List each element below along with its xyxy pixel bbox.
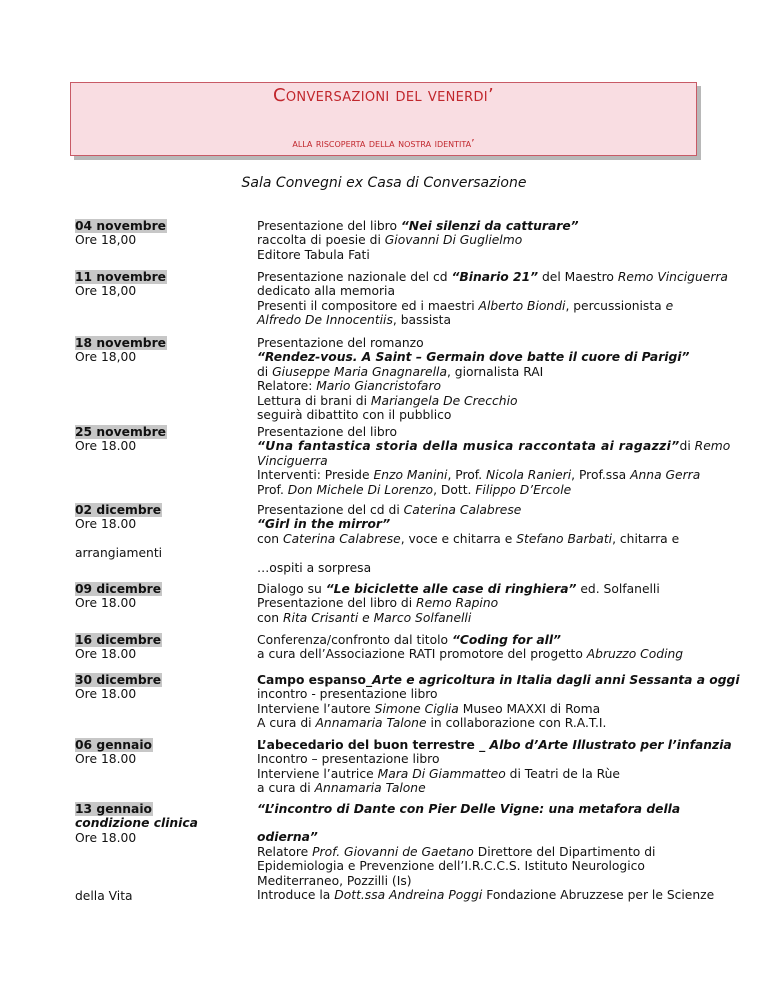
- event-text: Direttore del Dipartimento di: [473, 844, 656, 859]
- event-date-block: [75, 336, 225, 365]
- event-date-block: [75, 582, 225, 611]
- event-person: Mario Giancristofaro: [316, 379, 442, 394]
- event-conference-title: “L’incontro di Dante con Pier Delle Vigne: una metafora della: [257, 802, 681, 816]
- event-text: Introduce la: [257, 888, 335, 903]
- event-person: Stefano Barbati: [516, 531, 613, 546]
- event-date: 09 dicembre: [75, 582, 162, 596]
- event-date-block: [75, 219, 225, 248]
- page-title: Conversazioni del venerdi’: [273, 85, 494, 106]
- event-date: 06 gennaio: [75, 738, 153, 752]
- event-conference-title: odierna”: [257, 830, 318, 845]
- event-date-block: [75, 802, 225, 904]
- event-date-block: [75, 270, 225, 299]
- event-author: Vinciguerra: [257, 453, 328, 468]
- event-text: Presenti il compositore ed i maestri: [257, 298, 479, 313]
- event-book-title: “Nei silenzi da catturare”: [400, 219, 579, 233]
- event-date: 04 novembre: [75, 219, 166, 233]
- event-album-title: “Girl in the mirror”: [257, 517, 391, 532]
- event-text: , voce e chitarra e: [400, 531, 517, 546]
- event-text: seguirà dibattito con il pubblico: [257, 408, 452, 423]
- event-text: di Teatri de la Rùe: [505, 766, 620, 781]
- event-person: Mariangela De Crecchio: [370, 393, 518, 408]
- event-date-block: [75, 503, 225, 560]
- event-description: [257, 802, 715, 903]
- event-book-title: “Rendez-vous. A Saint – Germain dove batte il cuore di Parigi”: [257, 350, 690, 365]
- event-description: [257, 738, 732, 796]
- event-time: Ore 18.00: [75, 439, 137, 454]
- header-box: [70, 82, 697, 156]
- event-book-title: “Una fantastica storia della musica raccontata ai ragazzi”: [257, 439, 680, 454]
- event-text: dedicato alla memoria: [257, 284, 396, 299]
- event-text: Presentazione del libro: [257, 219, 401, 233]
- event-time: Ore 18,00: [75, 233, 137, 248]
- event-author: Mara Di Giammatteo: [377, 766, 506, 781]
- event-date-block: [75, 425, 225, 454]
- event-text: Epidemiologia e Prevenzione dell’I.R.C.C.S. Istituto Neurologico: [257, 859, 645, 874]
- event-person: Nicola Ranieri: [486, 468, 572, 483]
- event-description: [257, 582, 699, 625]
- event-book-title: Campo espanso_: [257, 673, 373, 687]
- event-time: Ore 18,00: [75, 350, 137, 365]
- event-text: Incontro – presentazione libro: [257, 752, 440, 767]
- event-text: ed. Solfanelli: [576, 582, 660, 596]
- event-date: 30 dicembre: [75, 673, 162, 687]
- event-text: Presentazione del romanzo: [257, 336, 424, 350]
- event-text: Relatore: [257, 844, 313, 859]
- event-text: Prof.: [257, 482, 288, 497]
- event-text: Interviene l’autrice: [257, 766, 378, 781]
- event-text: , Prof.ssa: [571, 468, 631, 483]
- event-text: a cura di: [257, 781, 315, 796]
- event-author: Simone Ciglia: [374, 701, 459, 716]
- event-text: A cura di: [257, 716, 316, 731]
- event-time: Ore 18.00: [75, 752, 137, 767]
- event-date-block: [75, 633, 225, 662]
- event-text: , bassista: [392, 313, 452, 328]
- event-text: Interventi: Preside: [257, 468, 374, 483]
- event-text: incontro - presentazione libro: [257, 687, 438, 702]
- page-subtitle: alla riscoperta della nostra identita’: [292, 137, 475, 150]
- event-text: del Maestro: [538, 270, 618, 284]
- event-text: di: [257, 364, 273, 379]
- event-text: , percussionista: [565, 298, 666, 313]
- event-person: Caterina Calabrese: [403, 503, 522, 517]
- event-person: Enzo Manini: [373, 468, 448, 483]
- event-text: Presentazione del cd di: [257, 503, 404, 517]
- event-description: [257, 336, 699, 422]
- event-text: Conferenza/confronto dal titolo: [257, 633, 452, 647]
- event-text: Lettura di brani di: [257, 393, 371, 408]
- event-project: Abruzzo Coding: [586, 647, 684, 662]
- event-text: Relatore:: [257, 379, 317, 394]
- event-time: Ore 18.00: [75, 687, 137, 702]
- event-text: Dialogo su: [257, 582, 326, 596]
- event-description: [257, 633, 699, 662]
- event-author: Remo: [694, 439, 731, 454]
- event-text: condizione clinica: [75, 816, 198, 831]
- event-text: Museo MAXXI di Roma: [458, 701, 601, 716]
- event-text: , Prof.: [447, 468, 487, 483]
- event-person: Annamaria Talone: [314, 781, 426, 796]
- event-person: Anna Gerra: [630, 468, 701, 483]
- event-person: Caterina Calabrese: [283, 531, 401, 546]
- event-time: Ore 18.00: [75, 830, 137, 845]
- event-text: , giornalista RAI: [446, 364, 544, 379]
- event-person: Alberto Biondi: [478, 298, 566, 313]
- event-text: Mediterraneo, Pozzilli (Is): [257, 873, 412, 888]
- event-text: , chitarra e: [612, 531, 680, 546]
- event-text: con: [257, 531, 283, 546]
- event-description: [257, 673, 740, 731]
- event-text: Interviene l’autore: [257, 701, 375, 716]
- event-date: 16 dicembre: [75, 633, 162, 647]
- event-author: Giuseppe Maria Gnagnarella: [272, 364, 447, 379]
- event-text: Presentazione del libro: [257, 425, 397, 439]
- event-time: Ore 18.00: [75, 647, 137, 662]
- event-time: Ore 18,00: [75, 284, 137, 299]
- event-date: 13 gennaio: [75, 802, 153, 816]
- event-person: Filippo D’Ercole: [475, 482, 572, 497]
- event-person: Dott.ssa Andreina Poggi: [334, 888, 483, 903]
- event-book-title: L’abecedario del buon terrestre _: [257, 738, 490, 752]
- event-text: , Dott.: [433, 482, 476, 497]
- event-author: Giovanni Di Guglielmo: [384, 233, 523, 248]
- event-description: [257, 219, 699, 262]
- event-person: Annamaria Talone: [315, 716, 427, 731]
- event-date-block: [75, 673, 225, 702]
- event-date: 18 novembre: [75, 336, 166, 350]
- event-text: Presentazione del libro di: [257, 596, 417, 611]
- event-time: Ore 18.00: [75, 596, 137, 611]
- event-author: Remo Vinciguerra: [617, 270, 728, 284]
- event-person: Alfredo De Innocentiis: [257, 313, 393, 328]
- event-description: [257, 503, 699, 576]
- event-text: Fondazione Abruzzese per le Scienze: [482, 888, 715, 903]
- event-book-subtitle: Arte e agricoltura in Italia dagli anni Sessanta a oggi: [372, 673, 740, 687]
- event-conference-title: “Coding for all”: [451, 633, 561, 647]
- event-person: Prof. Giovanni de Gaetano: [312, 844, 474, 859]
- event-time: Ore 18.00: [75, 517, 137, 532]
- venue: Sala Convegni ex Casa di Conversazione: [241, 175, 527, 191]
- event-date: 02 dicembre: [75, 503, 162, 517]
- event-text: in collaborazione con R.A.T.I.: [426, 716, 607, 731]
- event-book-title: “Binario 21”: [451, 270, 539, 284]
- event-book-subtitle: Albo d’Arte Illustrato per l’infanzia: [489, 738, 732, 752]
- event-date: 25 novembre: [75, 425, 166, 439]
- event-date-block: [75, 738, 225, 767]
- event-date: 11 novembre: [75, 270, 166, 284]
- event-text: Editore Tabula Fati: [257, 247, 370, 262]
- event-description: [257, 425, 731, 497]
- event-description: [257, 270, 728, 328]
- event-text: della Vita: [75, 889, 133, 904]
- event-author: Remo Rapino: [416, 596, 499, 611]
- event-text: di: [679, 439, 695, 454]
- event-text: …ospiti a sorpresa: [257, 561, 372, 576]
- event-text: Presentazione nazionale del cd: [257, 270, 452, 284]
- event-text: raccolta di poesie di: [257, 233, 385, 248]
- event-text: arrangiamenti: [75, 545, 163, 560]
- event-text: con: [257, 610, 283, 625]
- event-person: Rita Crisanti e Marco Solfanelli: [283, 610, 472, 625]
- event-book-title: “Le biciclette alle case di ringhiera”: [325, 582, 577, 596]
- event-text: e: [665, 298, 674, 313]
- event-text: a cura dell’Associazione RATI promotore del progetto: [257, 647, 587, 662]
- event-person: Don Michele Di Lorenzo: [287, 482, 434, 497]
